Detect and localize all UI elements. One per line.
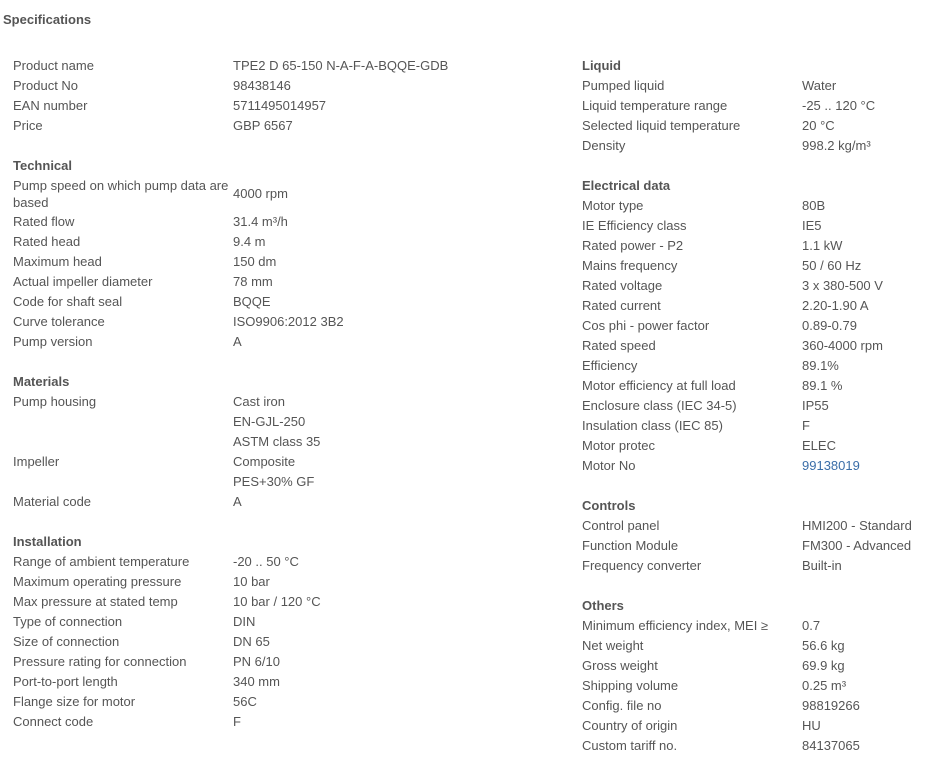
spec-label: Motor No [582, 458, 636, 473]
spec-row-insulation-class-iec-85 [582, 416, 922, 436]
section-materials [13, 372, 553, 512]
spec-value-line: 2.20-1.90 A [802, 298, 869, 313]
spec-value [802, 616, 922, 636]
spec-value-line: PN 6/10 [233, 654, 280, 669]
spec-row-impeller [13, 452, 553, 492]
spec-value [233, 212, 553, 232]
spec-row-rated-current [582, 296, 922, 316]
spec-value [233, 452, 553, 492]
spec-row-pump-speed-on-which-pump-data-are-based [13, 176, 553, 212]
spec-value-line: 31.4 m³/h [233, 214, 288, 229]
section-technical [13, 156, 553, 352]
spec-label: Control panel [582, 518, 660, 533]
page-title: Specifications [3, 12, 92, 27]
spec-row-ean-number [13, 96, 553, 116]
spec-value [233, 612, 553, 632]
section-liquid [582, 56, 922, 156]
spec-value [233, 632, 553, 652]
spec-value-line: 56.6 kg [802, 638, 845, 653]
spec-value [802, 336, 922, 356]
left-column [13, 56, 553, 752]
spec-row-pressure-rating-for-connection [13, 652, 553, 672]
spec-label: Maximum operating pressure [13, 574, 182, 589]
spec-value [233, 572, 553, 592]
spec-value-line: HU [802, 718, 821, 733]
spec-value-line: 10 bar / 120 °C [233, 594, 321, 609]
spec-value [802, 316, 922, 336]
spec-value [233, 332, 553, 352]
spec-row-enclosure-class-iec-34-5 [582, 396, 922, 416]
spec-label: Price [13, 118, 43, 133]
spec-value-line: 89.1 % [802, 378, 843, 393]
spec-label: Impeller [13, 454, 60, 469]
spec-label: Pump housing [13, 394, 97, 409]
spec-label: Config. file no [582, 698, 662, 713]
spec-row-minimum-efficiency-index-mei [582, 616, 922, 636]
spec-row-port-to-port-length [13, 672, 553, 692]
spec-label: EAN number [13, 98, 88, 113]
spec-row-ie-efficiency-class [582, 216, 922, 236]
spec-row-config-file-no [582, 696, 922, 716]
spec-label: Cos phi - power factor [582, 318, 710, 333]
spec-label: Efficiency [582, 358, 638, 373]
spec-value [802, 396, 922, 416]
spec-row-rated-speed [582, 336, 922, 356]
spec-value-line: BQQE [233, 294, 271, 309]
spec-value-line: IE5 [802, 218, 822, 233]
spec-value [233, 652, 553, 672]
spec-label: Custom tariff no. [582, 738, 678, 753]
spec-value-line: ISO9906:2012 3B2 [233, 314, 344, 329]
spec-value-line: 998.2 kg/m³ [802, 138, 871, 153]
spec-label: Enclosure class (IEC 34-5) [582, 398, 737, 413]
spec-value-line: 98438146 [233, 78, 291, 93]
spec-value [233, 56, 553, 76]
spec-value [233, 312, 553, 332]
spec-label: Rated head [13, 234, 81, 249]
spec-value [802, 676, 922, 696]
spec-value [802, 96, 922, 116]
spec-value-line: 84137065 [802, 738, 860, 753]
spec-value-line: TPE2 D 65-150 N-A-F-A-BQQE-GDB [233, 58, 449, 73]
spec-value [802, 196, 922, 216]
spec-label: Rated current [582, 298, 661, 313]
spec-value [802, 296, 922, 316]
spec-row-connect-code [13, 712, 553, 732]
spec-label: Flange size for motor [13, 694, 136, 709]
spec-value [802, 536, 922, 556]
spec-label: Product name [13, 58, 94, 73]
spec-value-line: 150 dm [233, 254, 277, 269]
spec-label: Size of connection [13, 634, 120, 649]
spec-value-line: 5711495014957 [233, 98, 327, 113]
spec-value-line: ELEC [802, 438, 836, 453]
spec-row-rated-power-p2 [582, 236, 922, 256]
spec-value [802, 456, 922, 476]
spec-row-range-of-ambient-temperature [13, 552, 553, 572]
spec-row-frequency-converter [582, 556, 922, 576]
spec-value [233, 272, 553, 292]
spec-row-code-for-shaft-seal [13, 292, 553, 312]
spec-value-line: EN-GJL-250 [233, 414, 306, 429]
spec-label: Function Module [582, 538, 679, 553]
spec-value-line: 89.1% [802, 358, 839, 373]
spec-value-line: 69.9 kg [802, 658, 845, 673]
spec-row-product-name [13, 56, 553, 76]
spec-value [802, 556, 922, 576]
spec-value [802, 516, 922, 536]
spec-row-selected-liquid-temperature [582, 116, 922, 136]
spec-value [233, 96, 553, 116]
spec-row-price [13, 116, 553, 136]
spec-value-link[interactable]: 99138019 [802, 458, 860, 473]
spec-label: Rated power - P2 [582, 238, 684, 253]
spec-value-line: 78 mm [233, 274, 273, 289]
spec-value-line: 0.89-0.79 [802, 318, 857, 333]
spec-label: Density [582, 138, 626, 153]
spec-label: Motor type [582, 198, 644, 213]
spec-label: Port-to-port length [13, 674, 118, 689]
spec-value-line: FM300 - Advanced [802, 538, 912, 553]
spec-value [233, 592, 553, 612]
spec-row-pump-housing [13, 392, 553, 452]
spec-value-line: -25 .. 120 °C [802, 98, 876, 113]
spec-label: Range of ambient temperature [13, 554, 190, 569]
spec-value-line: GBP 6567 [233, 118, 293, 133]
spec-row-country-of-origin [582, 716, 922, 736]
spec-label: Motor protec [582, 438, 655, 453]
spec-label: Shipping volume [582, 678, 679, 693]
spec-row-control-panel [582, 516, 922, 536]
spec-value [233, 492, 553, 512]
section-heading: Installation [13, 534, 82, 549]
spec-value [802, 116, 922, 136]
spec-label: Selected liquid temperature [582, 118, 741, 133]
spec-value-line: 4000 rpm [233, 186, 288, 201]
section-electrical-data [582, 176, 922, 476]
spec-value-line: A [233, 494, 242, 509]
spec-row-actual-impeller-diameter [13, 272, 553, 292]
spec-row-flange-size-for-motor [13, 692, 553, 712]
spec-row-product-no [13, 76, 553, 96]
spec-label: Gross weight [582, 658, 658, 673]
spec-row-motor-protec [582, 436, 922, 456]
spec-value-line: 0.7 [802, 618, 821, 633]
spec-row-custom-tariff-no [582, 736, 922, 756]
spec-row-max-pressure-at-stated-temp [13, 592, 553, 612]
spec-row-type-of-connection [13, 612, 553, 632]
spec-value [802, 376, 922, 396]
spec-row-pump-version [13, 332, 553, 352]
spec-value-line: F [802, 418, 810, 433]
spec-label: Type of connection [13, 614, 123, 629]
spec-value-line: Built-in [802, 558, 842, 573]
spec-row-motor-type [582, 196, 922, 216]
spec-value [802, 136, 922, 156]
spec-row-shipping-volume [582, 676, 922, 696]
spec-value [233, 116, 553, 136]
section-heading: Controls [582, 498, 636, 513]
spec-row-function-module [582, 536, 922, 556]
spec-value-line: ASTM class 35 [233, 434, 321, 449]
spec-value [233, 692, 553, 712]
spec-value [802, 636, 922, 656]
spec-label: Pressure rating for connection [13, 654, 187, 669]
section-others [582, 596, 922, 756]
spec-label: Material code [13, 494, 92, 509]
section-heading: Technical [13, 158, 73, 173]
spec-value [233, 292, 553, 312]
spec-value-line: 1.1 kW [802, 238, 843, 253]
spec-value [233, 392, 553, 452]
spec-label: Product No [13, 78, 79, 93]
spec-value-line: Composite [233, 454, 296, 469]
spec-value-line: 340 mm [233, 674, 280, 689]
spec-value [233, 712, 553, 732]
spec-label: Pump speed on which pump data are based [13, 178, 229, 210]
spec-value [802, 716, 922, 736]
spec-row-pumped-liquid [582, 76, 922, 96]
spec-value [802, 696, 922, 716]
spec-label: Curve tolerance [13, 314, 105, 329]
spec-value-line: 50 / 60 Hz [802, 258, 862, 273]
spec-value [802, 256, 922, 276]
spec-label: Liquid temperature range [582, 98, 728, 113]
spec-value-line: 80B [802, 198, 826, 213]
spec-label: Code for shaft seal [13, 294, 123, 309]
spec-value-line: DIN [233, 614, 256, 629]
spec-row-motor-no [582, 456, 922, 476]
spec-label: Max pressure at stated temp [13, 594, 178, 609]
spec-row-curve-tolerance [13, 312, 553, 332]
spec-value-line: DN 65 [233, 634, 270, 649]
spec-row-motor-efficiency-at-full-load [582, 376, 922, 396]
spec-value [233, 76, 553, 96]
spec-label: Rated flow [13, 214, 75, 229]
spec-value-line: 20 °C [802, 118, 835, 133]
spec-value-line: Water [802, 78, 837, 93]
spec-label: Rated speed [582, 338, 656, 353]
spec-label: Connect code [13, 714, 94, 729]
spec-value [802, 656, 922, 676]
spec-value [802, 436, 922, 456]
spec-row-gross-weight [582, 656, 922, 676]
spec-value-line: F [233, 714, 241, 729]
spec-value [802, 416, 922, 436]
spec-label: Rated voltage [582, 278, 663, 293]
spec-value-line: 10 bar [233, 574, 270, 589]
spec-row-liquid-temperature-range [582, 96, 922, 116]
right-column [582, 56, 922, 776]
spec-value-line: 98819266 [802, 698, 860, 713]
spec-value-line: 9.4 m [233, 234, 266, 249]
section-installation [13, 532, 553, 732]
spec-row-material-code [13, 492, 553, 512]
spec-value-line: IP55 [802, 398, 829, 413]
spec-label: Mains frequency [582, 258, 678, 273]
spec-value [233, 176, 553, 212]
spec-value [233, 552, 553, 572]
spec-value [802, 76, 922, 96]
spec-value-line: 0.25 m³ [802, 678, 847, 693]
spec-label: IE Efficiency class [582, 218, 687, 233]
section-heading: Electrical data [582, 178, 671, 193]
spec-row-size-of-connection [13, 632, 553, 652]
section-general [13, 56, 553, 136]
spec-value-line: A [233, 334, 242, 349]
spec-label: Insulation class (IEC 85) [582, 418, 723, 433]
spec-label: Net weight [582, 638, 644, 653]
section-controls [582, 496, 922, 576]
spec-value-line: 3 x 380-500 V [802, 278, 883, 293]
spec-value [802, 236, 922, 256]
spec-value [802, 356, 922, 376]
spec-label: Maximum head [13, 254, 102, 269]
spec-value [233, 672, 553, 692]
spec-value-line: Cast iron [233, 394, 286, 409]
spec-row-rated-head [13, 232, 553, 252]
section-heading: Materials [13, 374, 70, 389]
spec-value [802, 736, 922, 756]
spec-row-net-weight [582, 636, 922, 656]
spec-row-mains-frequency [582, 256, 922, 276]
spec-label: Motor efficiency at full load [582, 378, 736, 393]
spec-value-line: 360-4000 rpm [802, 338, 883, 353]
spec-label: Country of origin [582, 718, 678, 733]
spec-row-rated-flow [13, 212, 553, 232]
spec-value [233, 252, 553, 272]
spec-label: Pumped liquid [582, 78, 665, 93]
spec-label: Actual impeller diameter [13, 274, 153, 289]
spec-row-cos-phi-power-factor [582, 316, 922, 336]
spec-value-line: 56C [233, 694, 257, 709]
spec-value [802, 276, 922, 296]
spec-row-maximum-head [13, 252, 553, 272]
spec-value [233, 232, 553, 252]
spec-row-rated-voltage [582, 276, 922, 296]
spec-label: Pump version [13, 334, 93, 349]
spec-label: Minimum efficiency index, MEI ≥ [582, 618, 769, 633]
spec-row-density [582, 136, 922, 156]
spec-row-maximum-operating-pressure [13, 572, 553, 592]
spec-value-line: PES+30% GF [233, 474, 315, 489]
spec-row-efficiency [582, 356, 922, 376]
spec-value-line: -20 .. 50 °C [233, 554, 299, 569]
spec-value [802, 216, 922, 236]
section-heading: Liquid [582, 58, 621, 73]
section-heading: Others [582, 598, 624, 613]
spec-value-line: HMI200 - Standard [802, 518, 912, 533]
spec-label: Frequency converter [582, 558, 702, 573]
